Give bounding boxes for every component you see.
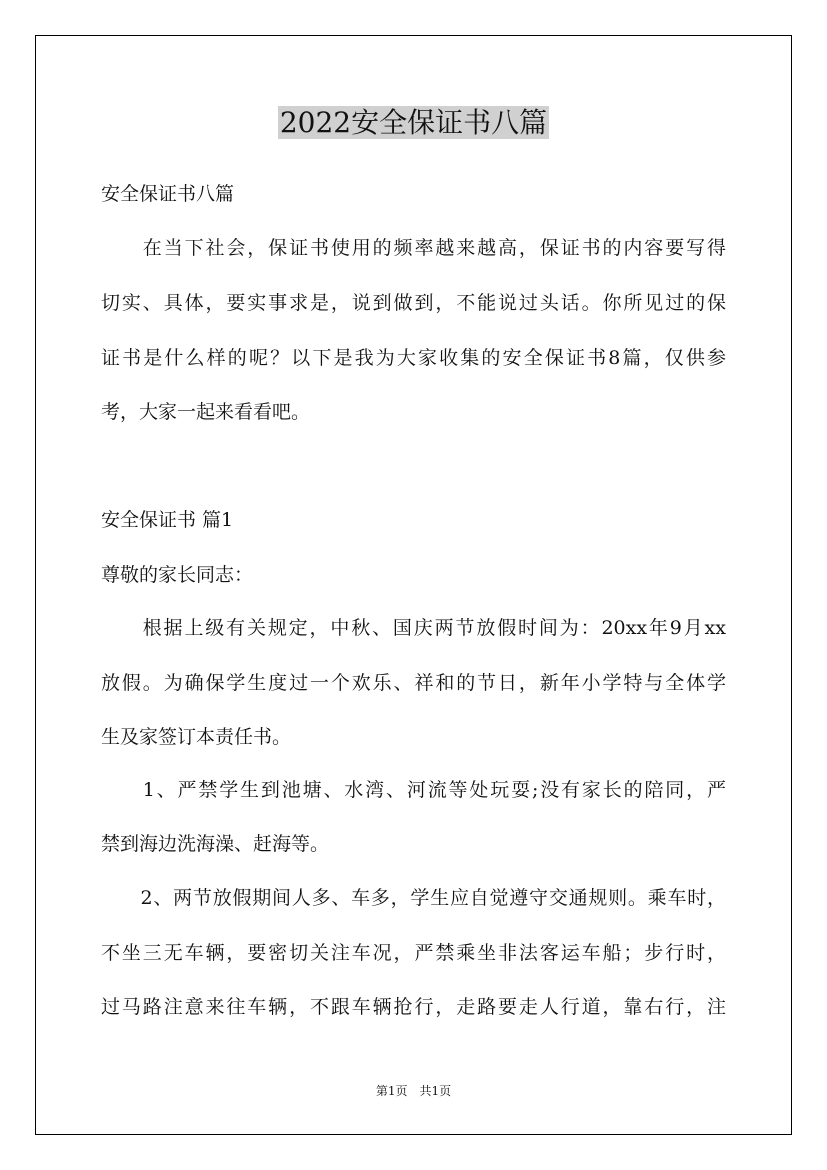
salutation: 尊敬的家长同志： [101,564,254,586]
body-line: 2、两节放假期间人多、车多，学生应自觉遵守交通规则。乘车时， [101,887,726,909]
intro-line: 切实、具体，要实事求是，说到做到，不能说过头话。你所见过的保 [101,292,726,314]
intro-line: 考，大家一起来看看吧。 [101,401,311,423]
intro-line: 在当下社会，保证书使用的频率越来越高，保证书的内容要写得 [101,237,726,259]
body-line: 过马路注意来往车辆，不跟车辆抢行，走路要走人行道，靠右行，注 [101,996,726,1018]
body-line: 放假。为确保学生度过一个欢乐、祥和的节日，新年小学特与全体学 [101,672,726,694]
body-line: 1、严禁学生到池塘、水湾、河流等处玩耍;没有家长的陪同，严 [101,779,726,801]
document-title-text: 2022安全保证书八篇 [279,106,548,139]
body-line: 根据上级有关规定，中秋、国庆两节放假时间为：20xx年9月xx [101,617,726,639]
document-title [0,103,827,143]
page-footer: 第1页 共1页 [375,1084,452,1098]
document-subtitle: 安全保证书八篇 [101,183,235,205]
body-line: 不坐三无车辆，要密切关注车况，严禁乘坐非法客运车船；步行时， [101,942,726,964]
intro-line: 证书是什么样的呢？以下是我为大家收集的安全保证书8篇，仅供参 [101,347,726,369]
body-line: 禁到海边洗海澡、赶海等。 [101,833,330,855]
section-heading: 安全保证书 篇1 [101,509,234,531]
body-line: 生及家签订本责任书。 [101,726,292,748]
